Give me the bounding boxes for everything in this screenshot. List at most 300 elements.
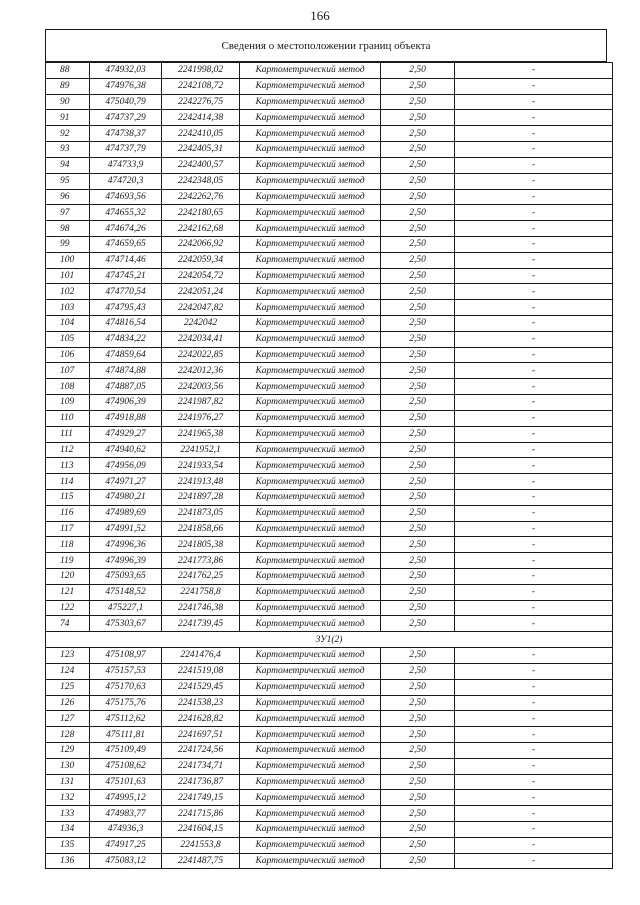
point-number-cell: 88: [46, 63, 90, 79]
table-body: [46, 63, 613, 869]
description-cell: -: [455, 252, 613, 268]
table-row: [46, 727, 613, 743]
y-coordinate-cell: 2241697,51: [162, 727, 240, 743]
method-cell: Картометрический метод: [240, 600, 381, 616]
x-coordinate-cell: 474996,39: [90, 553, 162, 569]
description-cell: -: [455, 347, 613, 363]
point-number-cell: 113: [46, 458, 90, 474]
y-coordinate-cell: 2241998,02: [162, 63, 240, 79]
x-coordinate-cell: 474989,69: [90, 505, 162, 521]
description-cell: -: [455, 584, 613, 600]
method-cell: Картометрический метод: [240, 695, 381, 711]
x-coordinate-cell: 474693,56: [90, 189, 162, 205]
description-cell: -: [455, 426, 613, 442]
table-row: [46, 553, 613, 569]
description-cell: -: [455, 521, 613, 537]
table-row: [46, 331, 613, 347]
description-cell: -: [455, 63, 613, 79]
method-cell: Картометрический метод: [240, 790, 381, 806]
x-coordinate-cell: 475108,62: [90, 758, 162, 774]
y-coordinate-cell: 2241746,38: [162, 600, 240, 616]
precision-cell: 2,50: [381, 442, 455, 458]
point-number-cell: 129: [46, 742, 90, 758]
y-coordinate-cell: 2241965,38: [162, 426, 240, 442]
description-cell: -: [455, 442, 613, 458]
y-coordinate-cell: 2242066,92: [162, 236, 240, 252]
table-row: [46, 221, 613, 237]
method-cell: Картометрический метод: [240, 78, 381, 94]
precision-cell: 2,50: [381, 742, 455, 758]
precision-cell: 2,50: [381, 236, 455, 252]
description-cell: -: [455, 569, 613, 585]
y-coordinate-cell: 2241734,71: [162, 758, 240, 774]
point-number-cell: 131: [46, 774, 90, 790]
y-coordinate-cell: 2241553,8: [162, 837, 240, 853]
x-coordinate-cell: 475111,81: [90, 727, 162, 743]
table-row: [46, 63, 613, 79]
y-coordinate-cell: 2242059,34: [162, 252, 240, 268]
x-coordinate-cell: 474996,36: [90, 537, 162, 553]
method-cell: Картометрический метод: [240, 316, 381, 332]
table-row: [46, 537, 613, 553]
point-number-cell: 115: [46, 489, 90, 505]
point-number-cell: 136: [46, 853, 90, 869]
method-cell: Картометрический метод: [240, 474, 381, 490]
method-cell: Картометрический метод: [240, 94, 381, 110]
x-coordinate-cell: 475227,1: [90, 600, 162, 616]
method-cell: Картометрический метод: [240, 284, 381, 300]
x-coordinate-cell: 475083,12: [90, 853, 162, 869]
method-cell: Картометрический метод: [240, 347, 381, 363]
method-cell: Картометрический метод: [240, 553, 381, 569]
point-number-cell: 126: [46, 695, 90, 711]
precision-cell: 2,50: [381, 711, 455, 727]
description-cell: -: [455, 474, 613, 490]
x-coordinate-cell: 475109,49: [90, 742, 162, 758]
point-number-cell: 119: [46, 553, 90, 569]
y-coordinate-cell: 2241773,86: [162, 553, 240, 569]
y-coordinate-cell: 2242180,65: [162, 205, 240, 221]
description-cell: -: [455, 806, 613, 822]
description-cell: -: [455, 837, 613, 853]
point-number-cell: 116: [46, 505, 90, 521]
method-cell: Картометрический метод: [240, 142, 381, 158]
y-coordinate-cell: 2241487,75: [162, 853, 240, 869]
point-number-cell: 128: [46, 727, 90, 743]
point-number-cell: 132: [46, 790, 90, 806]
precision-cell: 2,50: [381, 505, 455, 521]
point-number-cell: 130: [46, 758, 90, 774]
table-row: [46, 474, 613, 490]
table-row: [46, 822, 613, 838]
y-coordinate-cell: 2241715,86: [162, 806, 240, 822]
table-row: [46, 236, 613, 252]
point-number-cell: 89: [46, 78, 90, 94]
point-number-cell: 94: [46, 157, 90, 173]
table-row: [46, 584, 613, 600]
y-coordinate-cell: 2241519,08: [162, 663, 240, 679]
point-number-cell: 124: [46, 663, 90, 679]
description-cell: -: [455, 379, 613, 395]
y-coordinate-cell: 2241736,87: [162, 774, 240, 790]
method-cell: Картометрический метод: [240, 537, 381, 553]
x-coordinate-cell: 474714,46: [90, 252, 162, 268]
table-row: [46, 837, 613, 853]
y-coordinate-cell: 2242051,24: [162, 284, 240, 300]
x-coordinate-cell: 474887,05: [90, 379, 162, 395]
method-cell: Картометрический метод: [240, 489, 381, 505]
point-number-cell: 90: [46, 94, 90, 110]
method-cell: Картометрический метод: [240, 63, 381, 79]
description-cell: -: [455, 458, 613, 474]
point-number-cell: 135: [46, 837, 90, 853]
point-number-cell: 101: [46, 268, 90, 284]
table-row: [46, 252, 613, 268]
precision-cell: 2,50: [381, 78, 455, 94]
x-coordinate-cell: 474659,65: [90, 236, 162, 252]
description-cell: -: [455, 742, 613, 758]
point-number-cell: 96: [46, 189, 90, 205]
description-cell: -: [455, 663, 613, 679]
y-coordinate-cell: 2242400,57: [162, 157, 240, 173]
method-cell: Картометрический метод: [240, 569, 381, 585]
method-cell: Картометрический метод: [240, 126, 381, 142]
x-coordinate-cell: 474983,77: [90, 806, 162, 822]
description-cell: -: [455, 648, 613, 664]
y-coordinate-cell: 2241628,82: [162, 711, 240, 727]
x-coordinate-cell: 474737,79: [90, 142, 162, 158]
description-cell: -: [455, 822, 613, 838]
precision-cell: 2,50: [381, 806, 455, 822]
x-coordinate-cell: 474918,88: [90, 410, 162, 426]
y-coordinate-cell: 2241476,4: [162, 648, 240, 664]
section-label: ЗУ1(2): [46, 632, 613, 648]
precision-cell: 2,50: [381, 758, 455, 774]
x-coordinate-cell: 474906,39: [90, 395, 162, 411]
method-cell: Картометрический метод: [240, 711, 381, 727]
method-cell: Картометрический метод: [240, 663, 381, 679]
table-row: [46, 363, 613, 379]
y-coordinate-cell: 2242054,72: [162, 268, 240, 284]
precision-cell: 2,50: [381, 63, 455, 79]
x-coordinate-cell: 474745,21: [90, 268, 162, 284]
table-row: [46, 94, 613, 110]
x-coordinate-cell: 475157,53: [90, 663, 162, 679]
point-number-cell: 133: [46, 806, 90, 822]
boundary-table-sheet: [45, 29, 607, 869]
method-cell: Картометрический метод: [240, 379, 381, 395]
description-cell: -: [455, 727, 613, 743]
method-cell: Картометрический метод: [240, 727, 381, 743]
y-coordinate-cell: 2241604,15: [162, 822, 240, 838]
table-row: [46, 426, 613, 442]
x-coordinate-cell: 475112,62: [90, 711, 162, 727]
description-cell: -: [455, 758, 613, 774]
description-cell: -: [455, 537, 613, 553]
y-coordinate-cell: 2242410,05: [162, 126, 240, 142]
x-coordinate-cell: 474995,12: [90, 790, 162, 806]
description-cell: -: [455, 363, 613, 379]
x-coordinate-cell: 474936,3: [90, 822, 162, 838]
x-coordinate-cell: 474971,27: [90, 474, 162, 490]
x-coordinate-cell: 474795,43: [90, 300, 162, 316]
table-row: [46, 268, 613, 284]
point-number-cell: 103: [46, 300, 90, 316]
precision-cell: 2,50: [381, 790, 455, 806]
method-cell: Картометрический метод: [240, 236, 381, 252]
description-cell: -: [455, 679, 613, 695]
x-coordinate-cell: 474874,88: [90, 363, 162, 379]
table-row: [46, 616, 613, 632]
method-cell: Картометрический метод: [240, 742, 381, 758]
y-coordinate-cell: 2241952,1: [162, 442, 240, 458]
y-coordinate-cell: 2242414,38: [162, 110, 240, 126]
point-number-cell: 127: [46, 711, 90, 727]
table-row: [46, 205, 613, 221]
description-cell: -: [455, 157, 613, 173]
table-row: [46, 648, 613, 664]
y-coordinate-cell: 2241987,82: [162, 395, 240, 411]
x-coordinate-cell: 475108,97: [90, 648, 162, 664]
precision-cell: 2,50: [381, 189, 455, 205]
precision-cell: 2,50: [381, 94, 455, 110]
point-number-cell: 122: [46, 600, 90, 616]
x-coordinate-cell: 474932,03: [90, 63, 162, 79]
table-row: [46, 569, 613, 585]
y-coordinate-cell: 2242022,85: [162, 347, 240, 363]
table-title: Сведения о местоположении границ объекта: [45, 29, 607, 62]
y-coordinate-cell: 2241976,27: [162, 410, 240, 426]
point-number-cell: 104: [46, 316, 90, 332]
precision-cell: 2,50: [381, 553, 455, 569]
y-coordinate-cell: 2242034,41: [162, 331, 240, 347]
y-coordinate-cell: 2242042: [162, 316, 240, 332]
description-cell: -: [455, 505, 613, 521]
x-coordinate-cell: 474976,38: [90, 78, 162, 94]
precision-cell: 2,50: [381, 695, 455, 711]
description-cell: -: [455, 126, 613, 142]
table-row: [46, 347, 613, 363]
boundary-coordinates-table: [45, 62, 613, 869]
precision-cell: 2,50: [381, 205, 455, 221]
point-number-cell: 97: [46, 205, 90, 221]
description-cell: -: [455, 284, 613, 300]
precision-cell: 2,50: [381, 584, 455, 600]
method-cell: Картометрический метод: [240, 189, 381, 205]
method-cell: Картометрический метод: [240, 205, 381, 221]
description-cell: -: [455, 221, 613, 237]
table-row: [46, 521, 613, 537]
y-coordinate-cell: 2241758,8: [162, 584, 240, 600]
method-cell: Картометрический метод: [240, 331, 381, 347]
description-cell: -: [455, 268, 613, 284]
table-row: [46, 600, 613, 616]
table-row: [46, 695, 613, 711]
description-cell: -: [455, 331, 613, 347]
y-coordinate-cell: 2242047,82: [162, 300, 240, 316]
method-cell: Картометрический метод: [240, 822, 381, 838]
point-number-cell: 74: [46, 616, 90, 632]
point-number-cell: 105: [46, 331, 90, 347]
description-cell: -: [455, 853, 613, 869]
precision-cell: 2,50: [381, 837, 455, 853]
precision-cell: 2,50: [381, 616, 455, 632]
description-cell: -: [455, 600, 613, 616]
x-coordinate-cell: 474859,64: [90, 347, 162, 363]
precision-cell: 2,50: [381, 173, 455, 189]
y-coordinate-cell: 2241897,28: [162, 489, 240, 505]
precision-cell: 2,50: [381, 648, 455, 664]
x-coordinate-cell: 474929,27: [90, 426, 162, 442]
precision-cell: 2,50: [381, 110, 455, 126]
method-cell: Картометрический метод: [240, 837, 381, 853]
precision-cell: 2,50: [381, 521, 455, 537]
precision-cell: 2,50: [381, 679, 455, 695]
point-number-cell: 95: [46, 173, 90, 189]
y-coordinate-cell: 2241933,54: [162, 458, 240, 474]
method-cell: Картометрический метод: [240, 363, 381, 379]
description-cell: -: [455, 94, 613, 110]
description-cell: -: [455, 790, 613, 806]
x-coordinate-cell: 474834,22: [90, 331, 162, 347]
precision-cell: 2,50: [381, 379, 455, 395]
x-coordinate-cell: 474770,54: [90, 284, 162, 300]
x-coordinate-cell: 474655,32: [90, 205, 162, 221]
table-row: [46, 505, 613, 521]
table-row: [46, 458, 613, 474]
page-number: 166: [310, 8, 330, 23]
point-number-cell: 117: [46, 521, 90, 537]
method-cell: Картометрический метод: [240, 110, 381, 126]
description-cell: -: [455, 489, 613, 505]
x-coordinate-cell: 475093,65: [90, 569, 162, 585]
precision-cell: 2,50: [381, 569, 455, 585]
y-coordinate-cell: 2242162,68: [162, 221, 240, 237]
point-number-cell: 125: [46, 679, 90, 695]
table-row: [46, 442, 613, 458]
description-cell: -: [455, 189, 613, 205]
precision-cell: 2,50: [381, 822, 455, 838]
y-coordinate-cell: 2241749,15: [162, 790, 240, 806]
table-row: [46, 395, 613, 411]
point-number-cell: 114: [46, 474, 90, 490]
table-row: [46, 189, 613, 205]
table-row: [46, 663, 613, 679]
table-row: [46, 806, 613, 822]
point-number-cell: 106: [46, 347, 90, 363]
method-cell: Картометрический метод: [240, 410, 381, 426]
precision-cell: 2,50: [381, 142, 455, 158]
method-cell: Картометрический метод: [240, 774, 381, 790]
precision-cell: 2,50: [381, 221, 455, 237]
table-row: [46, 853, 613, 869]
precision-cell: 2,50: [381, 774, 455, 790]
y-coordinate-cell: 2241724,56: [162, 742, 240, 758]
method-cell: Картометрический метод: [240, 458, 381, 474]
method-cell: Картометрический метод: [240, 300, 381, 316]
precision-cell: 2,50: [381, 458, 455, 474]
table-row: [46, 774, 613, 790]
method-cell: Картометрический метод: [240, 505, 381, 521]
precision-cell: 2,50: [381, 347, 455, 363]
x-coordinate-cell: 474737,29: [90, 110, 162, 126]
description-cell: -: [455, 553, 613, 569]
method-cell: Картометрический метод: [240, 648, 381, 664]
method-cell: Картометрический метод: [240, 426, 381, 442]
point-number-cell: 121: [46, 584, 90, 600]
description-cell: -: [455, 774, 613, 790]
x-coordinate-cell: 475101,63: [90, 774, 162, 790]
precision-cell: 2,50: [381, 410, 455, 426]
y-coordinate-cell: 2241858,66: [162, 521, 240, 537]
x-coordinate-cell: 474956,09: [90, 458, 162, 474]
table-row: [46, 489, 613, 505]
method-cell: Картометрический метод: [240, 853, 381, 869]
table-row: [46, 790, 613, 806]
point-number-cell: 109: [46, 395, 90, 411]
point-number-cell: 134: [46, 822, 90, 838]
y-coordinate-cell: 2242405,31: [162, 142, 240, 158]
table-row: [46, 679, 613, 695]
point-number-cell: 123: [46, 648, 90, 664]
y-coordinate-cell: 2241762,25: [162, 569, 240, 585]
method-cell: Картометрический метод: [240, 252, 381, 268]
description-cell: -: [455, 695, 613, 711]
description-cell: -: [455, 711, 613, 727]
table-row: [46, 300, 613, 316]
precision-cell: 2,50: [381, 663, 455, 679]
x-coordinate-cell: 475148,52: [90, 584, 162, 600]
description-cell: -: [455, 236, 613, 252]
x-coordinate-cell: 474674,26: [90, 221, 162, 237]
description-cell: -: [455, 300, 613, 316]
y-coordinate-cell: 2242276,75: [162, 94, 240, 110]
precision-cell: 2,50: [381, 489, 455, 505]
point-number-cell: 98: [46, 221, 90, 237]
table-row: [46, 410, 613, 426]
precision-cell: 2,50: [381, 395, 455, 411]
table-row: [46, 711, 613, 727]
y-coordinate-cell: 2242108,72: [162, 78, 240, 94]
x-coordinate-cell: 474733,9: [90, 157, 162, 173]
x-coordinate-cell: 475040,79: [90, 94, 162, 110]
x-coordinate-cell: 475170,63: [90, 679, 162, 695]
table-row: [46, 110, 613, 126]
precision-cell: 2,50: [381, 126, 455, 142]
precision-cell: 2,50: [381, 157, 455, 173]
point-number-cell: 111: [46, 426, 90, 442]
precision-cell: 2,50: [381, 853, 455, 869]
point-number-cell: 91: [46, 110, 90, 126]
precision-cell: 2,50: [381, 300, 455, 316]
table-row: [46, 316, 613, 332]
y-coordinate-cell: 2241739,45: [162, 616, 240, 632]
table-row: [46, 173, 613, 189]
point-number-cell: 99: [46, 236, 90, 252]
x-coordinate-cell: 474917,25: [90, 837, 162, 853]
x-coordinate-cell: 474816,54: [90, 316, 162, 332]
description-cell: -: [455, 110, 613, 126]
x-coordinate-cell: 475303,67: [90, 616, 162, 632]
method-cell: Картометрический метод: [240, 679, 381, 695]
point-number-cell: 93: [46, 142, 90, 158]
method-cell: Картометрический метод: [240, 584, 381, 600]
description-cell: -: [455, 395, 613, 411]
y-coordinate-cell: 2242012,36: [162, 363, 240, 379]
table-row: [46, 758, 613, 774]
precision-cell: 2,50: [381, 426, 455, 442]
point-number-cell: 92: [46, 126, 90, 142]
